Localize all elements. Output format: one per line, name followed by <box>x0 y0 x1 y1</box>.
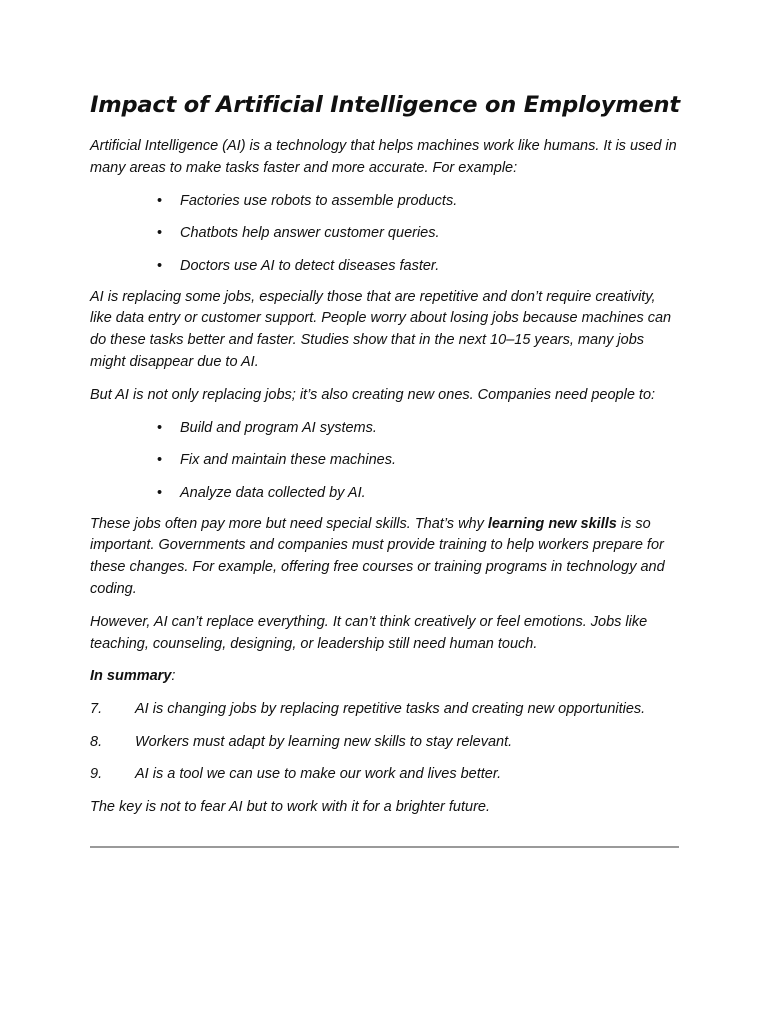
list-item-text: Fix and maintain these machines. <box>180 452 396 469</box>
skills-text-before: These jobs often pay more but need special skills. That’s why <box>90 515 488 532</box>
bullet-icon: • <box>157 452 163 469</box>
list-item-text: Workers must adapt by learning new skills to stay relevant. <box>135 733 513 750</box>
skills-text-after: is so important. Governments and companies must provide training to help workers prepare for these changes. For example, offering free courses or training programs in technology and coding. <box>90 515 665 597</box>
bullet-icon: • <box>157 484 163 501</box>
list-item-text: Doctors use AI to detect diseases faster. <box>180 257 440 274</box>
document-page <box>90 92 680 829</box>
however-paragraph: However, AI can’t replace everything. It can’t think creatively or feel emotions. Jobs like teaching, counseling, designing, or leadership still need human touch. <box>90 613 648 652</box>
examples-list <box>90 191 680 277</box>
intro-paragraph: Artificial Intelligence (AI) is a technology that helps machines work like humans. It is used in many areas to make tasks faster and more accurate. For example: <box>90 138 677 176</box>
closing-paragraph: The key is not to fear AI but to work with it for a brighter future. <box>90 798 491 815</box>
list-number: 8. <box>90 733 103 750</box>
skills-emphasis: learning new skills <box>487 515 617 532</box>
list-item <box>90 191 680 212</box>
list-item-text: AI is changing jobs by replacing repetitive tasks and creating new opportunities. <box>135 701 646 718</box>
bullet-icon: • <box>157 419 163 436</box>
list-item <box>90 483 680 504</box>
creating-jobs-paragraph: But AI is not only replacing jobs; it’s also creating new ones. Companies need people to: <box>90 386 656 403</box>
list-item-text: Factories use robots to assemble products. <box>180 192 458 209</box>
list-number: 7. <box>90 701 103 718</box>
list-item-text: AI is a tool we can use to make our work and lives better. <box>135 766 502 783</box>
list-item <box>90 699 680 720</box>
summary-list <box>90 699 680 785</box>
list-item-text: Build and program AI systems. <box>180 419 377 436</box>
horizontal-divider <box>90 846 679 848</box>
skills-paragraph <box>90 514 680 601</box>
document-title: Impact of Artificial Intelligence on Employment <box>90 92 680 118</box>
summary-heading <box>90 666 680 688</box>
list-item <box>90 764 680 785</box>
replacing-jobs-paragraph: AI is replacing some jobs, especially those that are repetitive and don’t require creativity, like data entry or customer support. People worry about losing jobs because machines can do these tasks better and faster. Studies show that in the next 10–15 years, many jobs might disappear due to AI. <box>90 288 672 370</box>
list-item-text: Chatbots help answer customer queries. <box>180 225 440 242</box>
list-item <box>90 450 680 471</box>
list-item <box>90 418 680 439</box>
new-jobs-list <box>90 418 680 504</box>
bullet-icon: • <box>157 257 163 274</box>
list-item-text: Analyze data collected by AI. <box>180 484 366 501</box>
summary-heading-colon: : <box>171 668 176 685</box>
list-number: 9. <box>90 766 103 783</box>
summary-heading-text: In summary <box>90 668 172 685</box>
list-item <box>90 223 680 244</box>
bullet-icon: • <box>157 192 163 209</box>
bullet-icon: • <box>157 225 163 242</box>
list-item <box>90 256 680 277</box>
list-item <box>90 732 680 753</box>
